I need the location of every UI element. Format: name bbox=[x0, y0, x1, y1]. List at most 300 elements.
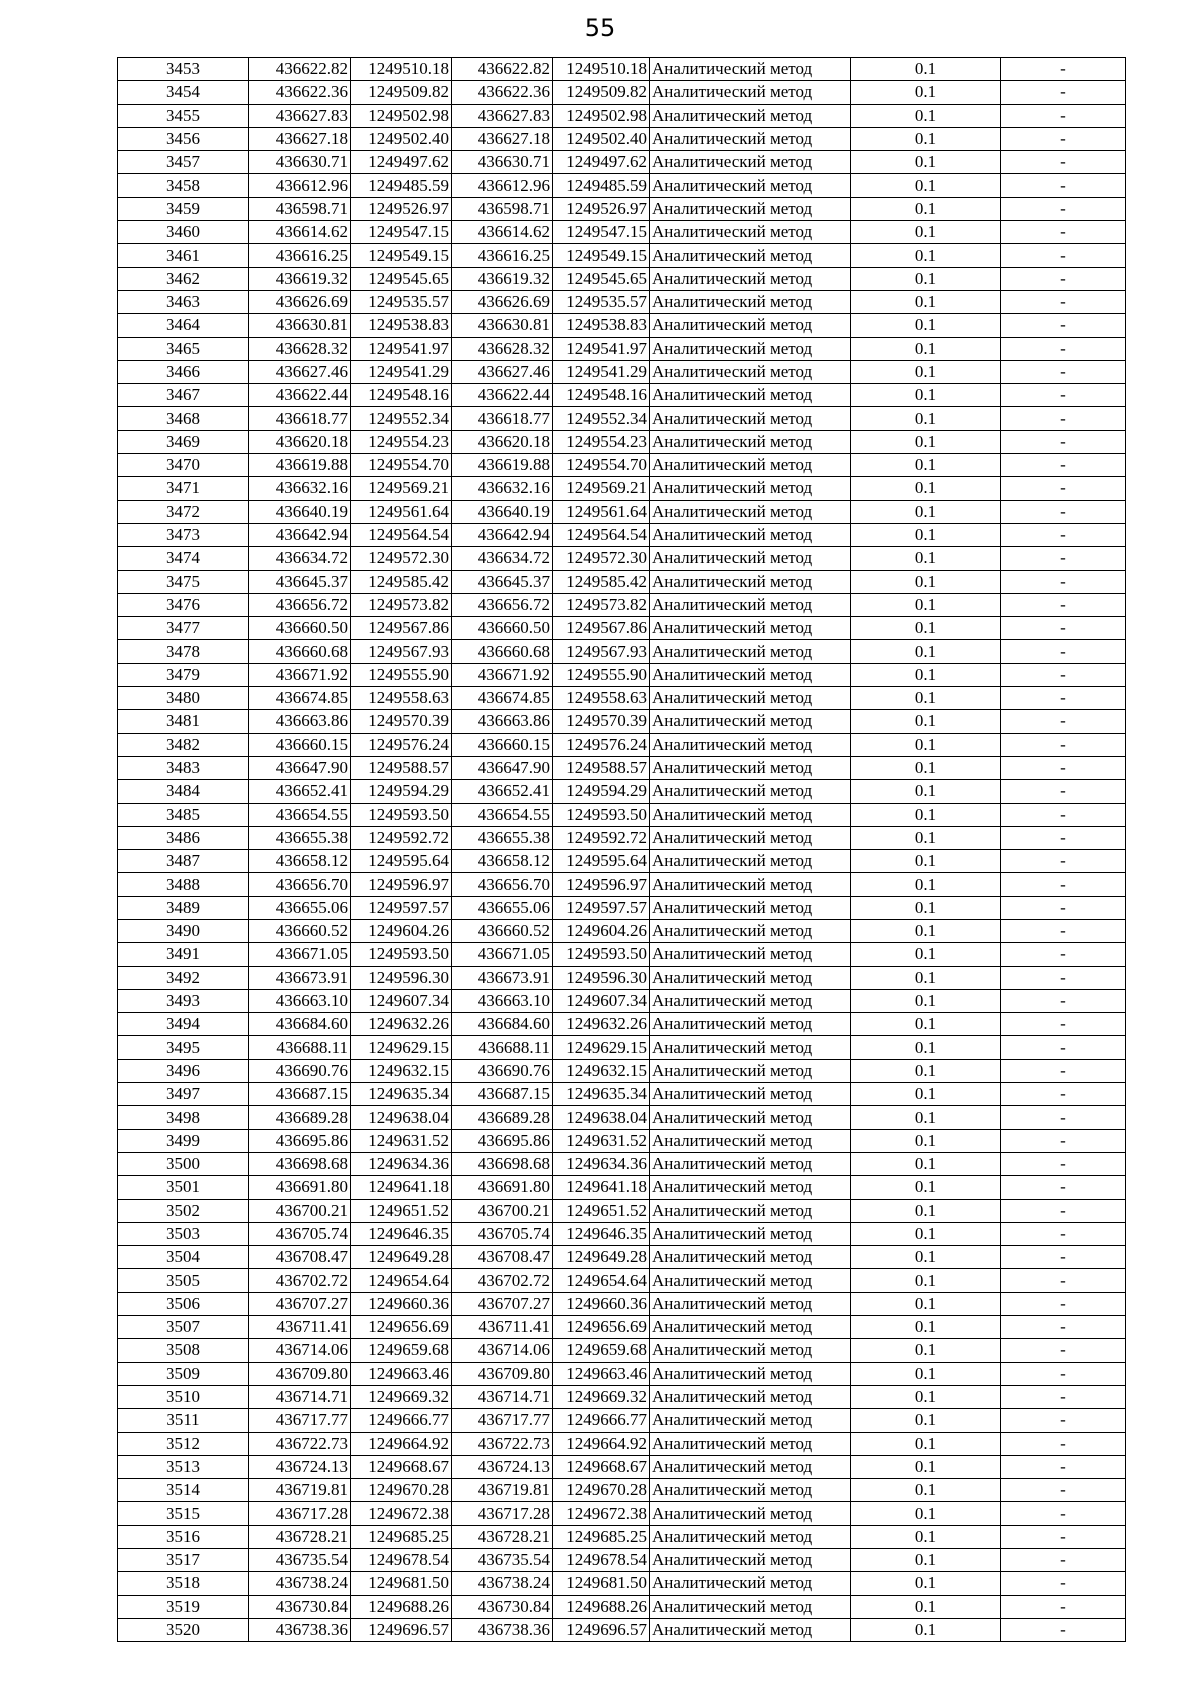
y-coordinate-cell: 1249634.36 bbox=[351, 1152, 452, 1175]
point-number-cell: 3476 bbox=[118, 593, 249, 616]
table-row bbox=[118, 850, 1126, 873]
note-cell: - bbox=[1001, 454, 1126, 477]
x-coordinate-cell: 436598.71 bbox=[249, 197, 351, 220]
x-coordinate-cell: 436660.68 bbox=[452, 640, 553, 663]
y-coordinate-cell: 1249631.52 bbox=[351, 1129, 452, 1152]
page-number: 55 bbox=[584, 14, 616, 42]
y-coordinate-cell: 1249593.50 bbox=[553, 803, 650, 826]
x-coordinate-cell: 436711.41 bbox=[452, 1316, 553, 1339]
x-coordinate-cell: 436627.46 bbox=[249, 360, 351, 383]
y-coordinate-cell: 1249696.57 bbox=[351, 1618, 452, 1641]
accuracy-cell: 0.1 bbox=[851, 1222, 1001, 1245]
y-coordinate-cell: 1249632.15 bbox=[553, 1059, 650, 1082]
point-number-cell: 3464 bbox=[118, 314, 249, 337]
x-coordinate-cell: 436620.18 bbox=[249, 430, 351, 453]
y-coordinate-cell: 1249638.04 bbox=[351, 1106, 452, 1129]
x-coordinate-cell: 436707.27 bbox=[452, 1292, 553, 1315]
accuracy-cell: 0.1 bbox=[851, 58, 1001, 81]
note-cell: - bbox=[1001, 244, 1126, 267]
x-coordinate-cell: 436660.15 bbox=[249, 733, 351, 756]
table-row bbox=[118, 547, 1126, 570]
note-cell: - bbox=[1001, 174, 1126, 197]
point-number-cell: 3455 bbox=[118, 104, 249, 127]
table-row bbox=[118, 1176, 1126, 1199]
accuracy-cell: 0.1 bbox=[851, 1106, 1001, 1129]
table-row bbox=[118, 244, 1126, 267]
x-coordinate-cell: 436656.70 bbox=[452, 873, 553, 896]
x-coordinate-cell: 436660.68 bbox=[249, 640, 351, 663]
point-number-cell: 3520 bbox=[118, 1618, 249, 1641]
table-row bbox=[118, 663, 1126, 686]
y-coordinate-cell: 1249564.54 bbox=[351, 523, 452, 546]
table-row bbox=[118, 360, 1126, 383]
x-coordinate-cell: 436698.68 bbox=[249, 1152, 351, 1175]
accuracy-cell: 0.1 bbox=[851, 780, 1001, 803]
y-coordinate-cell: 1249629.15 bbox=[553, 1036, 650, 1059]
y-coordinate-cell: 1249678.54 bbox=[351, 1549, 452, 1572]
y-coordinate-cell: 1249597.57 bbox=[553, 896, 650, 919]
method-cell: Аналитический метод bbox=[650, 1618, 851, 1641]
table-row bbox=[118, 1129, 1126, 1152]
coordinates-table bbox=[117, 57, 1126, 1642]
y-coordinate-cell: 1249594.29 bbox=[351, 780, 452, 803]
x-coordinate-cell: 436660.52 bbox=[452, 919, 553, 942]
y-coordinate-cell: 1249607.34 bbox=[553, 989, 650, 1012]
x-coordinate-cell: 436698.68 bbox=[452, 1152, 553, 1175]
y-coordinate-cell: 1249497.62 bbox=[553, 151, 650, 174]
accuracy-cell: 0.1 bbox=[851, 1339, 1001, 1362]
method-cell: Аналитический метод bbox=[650, 500, 851, 523]
accuracy-cell: 0.1 bbox=[851, 663, 1001, 686]
table-row bbox=[118, 687, 1126, 710]
note-cell: - bbox=[1001, 1572, 1126, 1595]
table-row bbox=[118, 454, 1126, 477]
point-number-cell: 3478 bbox=[118, 640, 249, 663]
accuracy-cell: 0.1 bbox=[851, 617, 1001, 640]
x-coordinate-cell: 436626.69 bbox=[452, 290, 553, 313]
y-coordinate-cell: 1249561.64 bbox=[351, 500, 452, 523]
method-cell: Аналитический метод bbox=[650, 221, 851, 244]
point-number-cell: 3482 bbox=[118, 733, 249, 756]
method-cell: Аналитический метод bbox=[650, 407, 851, 430]
x-coordinate-cell: 436622.36 bbox=[452, 81, 553, 104]
point-number-cell: 3497 bbox=[118, 1083, 249, 1106]
x-coordinate-cell: 436654.55 bbox=[249, 803, 351, 826]
y-coordinate-cell: 1249555.90 bbox=[351, 663, 452, 686]
point-number-cell: 3511 bbox=[118, 1409, 249, 1432]
y-coordinate-cell: 1249497.62 bbox=[351, 151, 452, 174]
x-coordinate-cell: 436634.72 bbox=[249, 547, 351, 570]
y-coordinate-cell: 1249629.15 bbox=[351, 1036, 452, 1059]
table-row bbox=[118, 710, 1126, 733]
y-coordinate-cell: 1249604.26 bbox=[553, 919, 650, 942]
method-cell: Аналитический метод bbox=[650, 290, 851, 313]
method-cell: Аналитический метод bbox=[650, 267, 851, 290]
table-row bbox=[118, 1199, 1126, 1222]
method-cell: Аналитический метод bbox=[650, 1362, 851, 1385]
method-cell: Аналитический метод bbox=[650, 1316, 851, 1339]
method-cell: Аналитический метод bbox=[650, 826, 851, 849]
note-cell: - bbox=[1001, 384, 1126, 407]
y-coordinate-cell: 1249646.35 bbox=[553, 1222, 650, 1245]
method-cell: Аналитический метод bbox=[650, 617, 851, 640]
x-coordinate-cell: 436687.15 bbox=[249, 1083, 351, 1106]
accuracy-cell: 0.1 bbox=[851, 1199, 1001, 1222]
y-coordinate-cell: 1249635.34 bbox=[351, 1083, 452, 1106]
point-number-cell: 3516 bbox=[118, 1525, 249, 1548]
x-coordinate-cell: 436728.21 bbox=[249, 1525, 351, 1548]
y-coordinate-cell: 1249595.64 bbox=[351, 850, 452, 873]
method-cell: Аналитический метод bbox=[650, 873, 851, 896]
y-coordinate-cell: 1249538.83 bbox=[351, 314, 452, 337]
x-coordinate-cell: 436652.41 bbox=[249, 780, 351, 803]
method-cell: Аналитический метод bbox=[650, 1549, 851, 1572]
table-row bbox=[118, 919, 1126, 942]
table-row bbox=[118, 1246, 1126, 1269]
table-row bbox=[118, 803, 1126, 826]
y-coordinate-cell: 1249549.15 bbox=[351, 244, 452, 267]
x-coordinate-cell: 436714.71 bbox=[452, 1385, 553, 1408]
accuracy-cell: 0.1 bbox=[851, 477, 1001, 500]
point-number-cell: 3469 bbox=[118, 430, 249, 453]
x-coordinate-cell: 436684.60 bbox=[249, 1013, 351, 1036]
y-coordinate-cell: 1249592.72 bbox=[351, 826, 452, 849]
y-coordinate-cell: 1249554.70 bbox=[553, 454, 650, 477]
note-cell: - bbox=[1001, 710, 1126, 733]
point-number-cell: 3492 bbox=[118, 966, 249, 989]
note-cell: - bbox=[1001, 826, 1126, 849]
x-coordinate-cell: 436671.92 bbox=[249, 663, 351, 686]
accuracy-cell: 0.1 bbox=[851, 826, 1001, 849]
method-cell: Аналитический метод bbox=[650, 1502, 851, 1525]
y-coordinate-cell: 1249696.57 bbox=[553, 1618, 650, 1641]
table-row bbox=[118, 1292, 1126, 1315]
method-cell: Аналитический метод bbox=[650, 1432, 851, 1455]
table-row bbox=[118, 221, 1126, 244]
y-coordinate-cell: 1249554.23 bbox=[351, 430, 452, 453]
y-coordinate-cell: 1249558.63 bbox=[351, 687, 452, 710]
point-number-cell: 3514 bbox=[118, 1479, 249, 1502]
x-coordinate-cell: 436671.05 bbox=[452, 943, 553, 966]
y-coordinate-cell: 1249632.26 bbox=[553, 1013, 650, 1036]
note-cell: - bbox=[1001, 407, 1126, 430]
y-coordinate-cell: 1249646.35 bbox=[351, 1222, 452, 1245]
y-coordinate-cell: 1249555.90 bbox=[553, 663, 650, 686]
table-row bbox=[118, 290, 1126, 313]
method-cell: Аналитический метод bbox=[650, 1083, 851, 1106]
y-coordinate-cell: 1249649.28 bbox=[553, 1246, 650, 1269]
x-coordinate-cell: 436708.47 bbox=[452, 1246, 553, 1269]
point-number-cell: 3472 bbox=[118, 500, 249, 523]
x-coordinate-cell: 436705.74 bbox=[249, 1222, 351, 1245]
y-coordinate-cell: 1249641.18 bbox=[553, 1176, 650, 1199]
point-number-cell: 3487 bbox=[118, 850, 249, 873]
table-row bbox=[118, 104, 1126, 127]
note-cell: - bbox=[1001, 756, 1126, 779]
method-cell: Аналитический метод bbox=[650, 943, 851, 966]
y-coordinate-cell: 1249535.57 bbox=[553, 290, 650, 313]
x-coordinate-cell: 436738.36 bbox=[249, 1618, 351, 1641]
table-row bbox=[118, 1339, 1126, 1362]
y-coordinate-cell: 1249573.82 bbox=[553, 593, 650, 616]
table-row bbox=[118, 593, 1126, 616]
point-number-cell: 3463 bbox=[118, 290, 249, 313]
method-cell: Аналитический метод bbox=[650, 337, 851, 360]
x-coordinate-cell: 436738.24 bbox=[452, 1572, 553, 1595]
note-cell: - bbox=[1001, 477, 1126, 500]
accuracy-cell: 0.1 bbox=[851, 919, 1001, 942]
y-coordinate-cell: 1249668.67 bbox=[351, 1455, 452, 1478]
x-coordinate-cell: 436709.80 bbox=[452, 1362, 553, 1385]
x-coordinate-cell: 436645.37 bbox=[452, 570, 553, 593]
y-coordinate-cell: 1249631.52 bbox=[553, 1129, 650, 1152]
x-coordinate-cell: 436711.41 bbox=[249, 1316, 351, 1339]
x-coordinate-cell: 436728.21 bbox=[452, 1525, 553, 1548]
y-coordinate-cell: 1249666.77 bbox=[351, 1409, 452, 1432]
y-coordinate-cell: 1249632.26 bbox=[351, 1013, 452, 1036]
method-cell: Аналитический метод bbox=[650, 523, 851, 546]
table-row bbox=[118, 1269, 1126, 1292]
table-row bbox=[118, 384, 1126, 407]
x-coordinate-cell: 436652.41 bbox=[452, 780, 553, 803]
table-row bbox=[118, 407, 1126, 430]
accuracy-cell: 0.1 bbox=[851, 314, 1001, 337]
note-cell: - bbox=[1001, 1595, 1126, 1618]
y-coordinate-cell: 1249669.32 bbox=[351, 1385, 452, 1408]
note-cell: - bbox=[1001, 1013, 1126, 1036]
x-coordinate-cell: 436673.91 bbox=[452, 966, 553, 989]
table-row bbox=[118, 1502, 1126, 1525]
y-coordinate-cell: 1249572.30 bbox=[351, 547, 452, 570]
x-coordinate-cell: 436660.52 bbox=[249, 919, 351, 942]
y-coordinate-cell: 1249538.83 bbox=[553, 314, 650, 337]
note-cell: - bbox=[1001, 1455, 1126, 1478]
point-number-cell: 3501 bbox=[118, 1176, 249, 1199]
y-coordinate-cell: 1249541.29 bbox=[553, 360, 650, 383]
accuracy-cell: 0.1 bbox=[851, 756, 1001, 779]
accuracy-cell: 0.1 bbox=[851, 1129, 1001, 1152]
x-coordinate-cell: 436618.77 bbox=[452, 407, 553, 430]
table-row bbox=[118, 873, 1126, 896]
accuracy-cell: 0.1 bbox=[851, 1618, 1001, 1641]
y-coordinate-cell: 1249502.98 bbox=[351, 104, 452, 127]
accuracy-cell: 0.1 bbox=[851, 104, 1001, 127]
method-cell: Аналитический метод bbox=[650, 1479, 851, 1502]
table-row bbox=[118, 640, 1126, 663]
method-cell: Аналитический метод bbox=[650, 1572, 851, 1595]
x-coordinate-cell: 436627.46 bbox=[452, 360, 553, 383]
accuracy-cell: 0.1 bbox=[851, 1455, 1001, 1478]
method-cell: Аналитический метод bbox=[650, 58, 851, 81]
y-coordinate-cell: 1249570.39 bbox=[351, 710, 452, 733]
accuracy-cell: 0.1 bbox=[851, 989, 1001, 1012]
y-coordinate-cell: 1249660.36 bbox=[553, 1292, 650, 1315]
x-coordinate-cell: 436622.44 bbox=[452, 384, 553, 407]
x-coordinate-cell: 436663.86 bbox=[249, 710, 351, 733]
x-coordinate-cell: 436735.54 bbox=[452, 1549, 553, 1572]
coordinates-table-body bbox=[118, 58, 1126, 1642]
x-coordinate-cell: 436627.83 bbox=[452, 104, 553, 127]
table-row bbox=[118, 81, 1126, 104]
method-cell: Аналитический метод bbox=[650, 1385, 851, 1408]
x-coordinate-cell: 436722.73 bbox=[249, 1432, 351, 1455]
note-cell: - bbox=[1001, 1106, 1126, 1129]
y-coordinate-cell: 1249526.97 bbox=[553, 197, 650, 220]
method-cell: Аналитический метод bbox=[650, 989, 851, 1012]
point-number-cell: 3470 bbox=[118, 454, 249, 477]
x-coordinate-cell: 436660.15 bbox=[452, 733, 553, 756]
method-cell: Аналитический метод bbox=[650, 919, 851, 942]
point-number-cell: 3507 bbox=[118, 1316, 249, 1339]
note-cell: - bbox=[1001, 151, 1126, 174]
table-row bbox=[118, 127, 1126, 150]
table-row bbox=[118, 896, 1126, 919]
y-coordinate-cell: 1249654.64 bbox=[553, 1269, 650, 1292]
x-coordinate-cell: 436616.25 bbox=[249, 244, 351, 267]
y-coordinate-cell: 1249541.97 bbox=[351, 337, 452, 360]
point-number-cell: 3489 bbox=[118, 896, 249, 919]
x-coordinate-cell: 436632.16 bbox=[452, 477, 553, 500]
note-cell: - bbox=[1001, 663, 1126, 686]
accuracy-cell: 0.1 bbox=[851, 733, 1001, 756]
y-coordinate-cell: 1249638.04 bbox=[553, 1106, 650, 1129]
x-coordinate-cell: 436707.27 bbox=[249, 1292, 351, 1315]
accuracy-cell: 0.1 bbox=[851, 896, 1001, 919]
point-number-cell: 3494 bbox=[118, 1013, 249, 1036]
x-coordinate-cell: 436689.28 bbox=[452, 1106, 553, 1129]
table-row bbox=[118, 1152, 1126, 1175]
y-coordinate-cell: 1249558.63 bbox=[553, 687, 650, 710]
y-coordinate-cell: 1249585.42 bbox=[553, 570, 650, 593]
y-coordinate-cell: 1249688.26 bbox=[351, 1595, 452, 1618]
y-coordinate-cell: 1249668.67 bbox=[553, 1455, 650, 1478]
accuracy-cell: 0.1 bbox=[851, 1572, 1001, 1595]
point-number-cell: 3519 bbox=[118, 1595, 249, 1618]
method-cell: Аналитический метод bbox=[650, 896, 851, 919]
table-row bbox=[118, 1083, 1126, 1106]
x-coordinate-cell: 436614.62 bbox=[249, 221, 351, 244]
x-coordinate-cell: 436735.54 bbox=[249, 1549, 351, 1572]
y-coordinate-cell: 1249596.97 bbox=[351, 873, 452, 896]
y-coordinate-cell: 1249672.38 bbox=[553, 1502, 650, 1525]
y-coordinate-cell: 1249541.29 bbox=[351, 360, 452, 383]
x-coordinate-cell: 436634.72 bbox=[452, 547, 553, 570]
y-coordinate-cell: 1249567.93 bbox=[351, 640, 452, 663]
table-row bbox=[118, 430, 1126, 453]
y-coordinate-cell: 1249635.34 bbox=[553, 1083, 650, 1106]
table-row bbox=[118, 1595, 1126, 1618]
point-number-cell: 3477 bbox=[118, 617, 249, 640]
y-coordinate-cell: 1249576.24 bbox=[351, 733, 452, 756]
note-cell: - bbox=[1001, 780, 1126, 803]
x-coordinate-cell: 436674.85 bbox=[249, 687, 351, 710]
y-coordinate-cell: 1249593.50 bbox=[351, 943, 452, 966]
table-row bbox=[118, 337, 1126, 360]
accuracy-cell: 0.1 bbox=[851, 1246, 1001, 1269]
x-coordinate-cell: 436622.82 bbox=[249, 58, 351, 81]
point-number-cell: 3462 bbox=[118, 267, 249, 290]
y-coordinate-cell: 1249545.65 bbox=[553, 267, 650, 290]
point-number-cell: 3502 bbox=[118, 1199, 249, 1222]
note-cell: - bbox=[1001, 803, 1126, 826]
y-coordinate-cell: 1249659.68 bbox=[351, 1339, 452, 1362]
x-coordinate-cell: 436630.81 bbox=[452, 314, 553, 337]
method-cell: Аналитический метод bbox=[650, 81, 851, 104]
point-number-cell: 3495 bbox=[118, 1036, 249, 1059]
accuracy-cell: 0.1 bbox=[851, 1083, 1001, 1106]
x-coordinate-cell: 436647.90 bbox=[452, 756, 553, 779]
y-coordinate-cell: 1249685.25 bbox=[351, 1525, 452, 1548]
point-number-cell: 3471 bbox=[118, 477, 249, 500]
y-coordinate-cell: 1249594.29 bbox=[553, 780, 650, 803]
accuracy-cell: 0.1 bbox=[851, 640, 1001, 663]
method-cell: Аналитический метод bbox=[650, 430, 851, 453]
method-cell: Аналитический метод bbox=[650, 1059, 851, 1082]
y-coordinate-cell: 1249567.86 bbox=[351, 617, 452, 640]
accuracy-cell: 0.1 bbox=[851, 290, 1001, 313]
method-cell: Аналитический метод bbox=[650, 1152, 851, 1175]
point-number-cell: 3513 bbox=[118, 1455, 249, 1478]
x-coordinate-cell: 436612.96 bbox=[249, 174, 351, 197]
x-coordinate-cell: 436616.25 bbox=[452, 244, 553, 267]
note-cell: - bbox=[1001, 1618, 1126, 1641]
point-number-cell: 3461 bbox=[118, 244, 249, 267]
accuracy-cell: 0.1 bbox=[851, 500, 1001, 523]
x-coordinate-cell: 436647.90 bbox=[249, 756, 351, 779]
note-cell: - bbox=[1001, 1222, 1126, 1245]
y-coordinate-cell: 1249548.16 bbox=[553, 384, 650, 407]
accuracy-cell: 0.1 bbox=[851, 1176, 1001, 1199]
point-number-cell: 3496 bbox=[118, 1059, 249, 1082]
table-row bbox=[118, 1036, 1126, 1059]
method-cell: Аналитический метод bbox=[650, 1525, 851, 1548]
y-coordinate-cell: 1249596.30 bbox=[553, 966, 650, 989]
y-coordinate-cell: 1249597.57 bbox=[351, 896, 452, 919]
note-cell: - bbox=[1001, 197, 1126, 220]
method-cell: Аналитический метод bbox=[650, 1106, 851, 1129]
table-row bbox=[118, 943, 1126, 966]
accuracy-cell: 0.1 bbox=[851, 710, 1001, 733]
note-cell: - bbox=[1001, 593, 1126, 616]
table-row bbox=[118, 780, 1126, 803]
x-coordinate-cell: 436619.88 bbox=[452, 454, 553, 477]
accuracy-cell: 0.1 bbox=[851, 1385, 1001, 1408]
x-coordinate-cell: 436663.86 bbox=[452, 710, 553, 733]
y-coordinate-cell: 1249664.92 bbox=[351, 1432, 452, 1455]
note-cell: - bbox=[1001, 1176, 1126, 1199]
method-cell: Аналитический метод bbox=[650, 1339, 851, 1362]
x-coordinate-cell: 436656.72 bbox=[249, 593, 351, 616]
y-coordinate-cell: 1249485.59 bbox=[351, 174, 452, 197]
y-coordinate-cell: 1249576.24 bbox=[553, 733, 650, 756]
point-number-cell: 3486 bbox=[118, 826, 249, 849]
accuracy-cell: 0.1 bbox=[851, 1502, 1001, 1525]
point-number-cell: 3456 bbox=[118, 127, 249, 150]
y-coordinate-cell: 1249607.34 bbox=[351, 989, 452, 1012]
note-cell: - bbox=[1001, 1129, 1126, 1152]
x-coordinate-cell: 436671.05 bbox=[249, 943, 351, 966]
x-coordinate-cell: 436655.06 bbox=[249, 896, 351, 919]
note-cell: - bbox=[1001, 1316, 1126, 1339]
accuracy-cell: 0.1 bbox=[851, 1362, 1001, 1385]
y-coordinate-cell: 1249485.59 bbox=[553, 174, 650, 197]
x-coordinate-cell: 436654.55 bbox=[452, 803, 553, 826]
accuracy-cell: 0.1 bbox=[851, 1013, 1001, 1036]
x-coordinate-cell: 436640.19 bbox=[249, 500, 351, 523]
method-cell: Аналитический метод bbox=[650, 1176, 851, 1199]
y-coordinate-cell: 1249567.86 bbox=[553, 617, 650, 640]
note-cell: - bbox=[1001, 337, 1126, 360]
